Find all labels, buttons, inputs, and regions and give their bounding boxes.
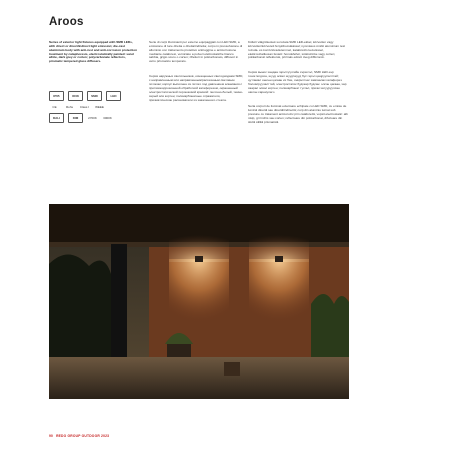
description-column-3 (248, 33, 348, 132)
paragraph-italian: Serie di corpi illuminanti per esterno equipaggiati con LED SMD, a emissione di luce diretta o diretta/indiretta; corpo in pressofusione di alluminio con trattamento protettivo antiruggine e anticorrosione mediante cataforesi, verniciato a polveri elettrostatiche bianco sabbia, grigio scuro o corten; riflettori in policarbonato, diffusori in vetro prismatico temperato. (149, 39, 244, 64)
description-english (49, 33, 139, 68)
page-number: 90 (49, 434, 54, 438)
dali-icon: DALI (49, 113, 64, 123)
color-temp-icon: 2700K (88, 116, 97, 120)
paragraph-second: Серия вынос хандаа гэрэлтүүлгийн хэрэгсэл, SMD LED-ээр тоноглогдсон, шууд эсвэл шууд/шууд бус гэрэл цацруулалттай; цутгамал хөнгөн цагаан их бие, зэврэлтээс хамгаалах катафорез боловсруулалттай, электростатик будгаар будсан: элсэн цагаан, хар саарал эсвэл кортен; поликарбонат тусгал, призм хатууруулсан шилэн сарниулагч. (248, 70, 348, 94)
evening-facade-image (49, 204, 349, 399)
weee-icon: WEEE (95, 105, 104, 109)
description-column-2 (149, 33, 244, 109)
lead-paragraph: Series of exterior light fixtures equipped with SMD LEDs, with direct or direct/indirect light emission; die-cast aluminium body with anti-rust and anti-corrosion protection treatment by cataphoresis, electrostatically painted: sand white, dark grey or corten; polycarbonate reflectors, prismatic tempered glass diffusers. (49, 39, 138, 64)
color-temp-icon-2: 3000K (103, 116, 112, 120)
class-icon: Class I (79, 105, 90, 109)
paragraph-russian: Серия наружных светильников, оснащенных светодиодами SMD, с направленным или направленным/рассеянным световым потоком; корпус выполнен из литого под давлением алюминия с противокоррозионной обработкой катафорезом, окрашенный электростатической порошковой краской: песочно-белый, темно-серый или кортен; поликарбонатные отражатели, призматические рассеиватели из закаленного стекла. (149, 74, 245, 102)
ce-icon: CE (52, 105, 57, 109)
ik-rating-icon: IK08 (68, 91, 83, 101)
smd-icon: SMD (87, 91, 102, 101)
ip-rating-icon: IP65 (49, 91, 64, 101)
certification-icons (49, 91, 144, 125)
product-photo (49, 204, 349, 399)
paragraph-hungarian: Kültéri világítótestek sorozata SMD LED-ekkel, közvetlen vagy közvetlen/közvetett fénykibocsátással; nyomásos öntött alumínium test rozsda- és korrózióvédelemmel, kataforézis kezeléssel, elektrosztatikusan festett: homokfehér, sötétszürke vagy corten; polikarbonát reflektorok, prizmás edzett üveg diffúzorok. (248, 39, 346, 60)
footer-brand: REDO GROUP OUTDOOR 2023 (56, 434, 110, 438)
icon-row-3 (49, 113, 144, 123)
page-title: Aroos (49, 16, 84, 28)
page-footer (49, 434, 109, 438)
led-icon: LED (106, 91, 121, 101)
rohs-icon: Rohs (65, 105, 73, 109)
dim-icon: DIM (68, 113, 83, 123)
paragraph-romanian: Seria corpuri de iluminat exterioare echipate cu LED SMD, cu emisie de lumină directă sau directă/indirectă; corp din aluminiu turnat sub presiune cu tratament anticoroziv prin cataforeză, vopsit electrostatic: alb nisip, gri închis sau corten; reflectoare din policarbonat, difuzoare din sticlă călită prismatică. (248, 104, 349, 125)
icon-row-1 (49, 91, 144, 101)
icon-row-2 (49, 103, 144, 111)
